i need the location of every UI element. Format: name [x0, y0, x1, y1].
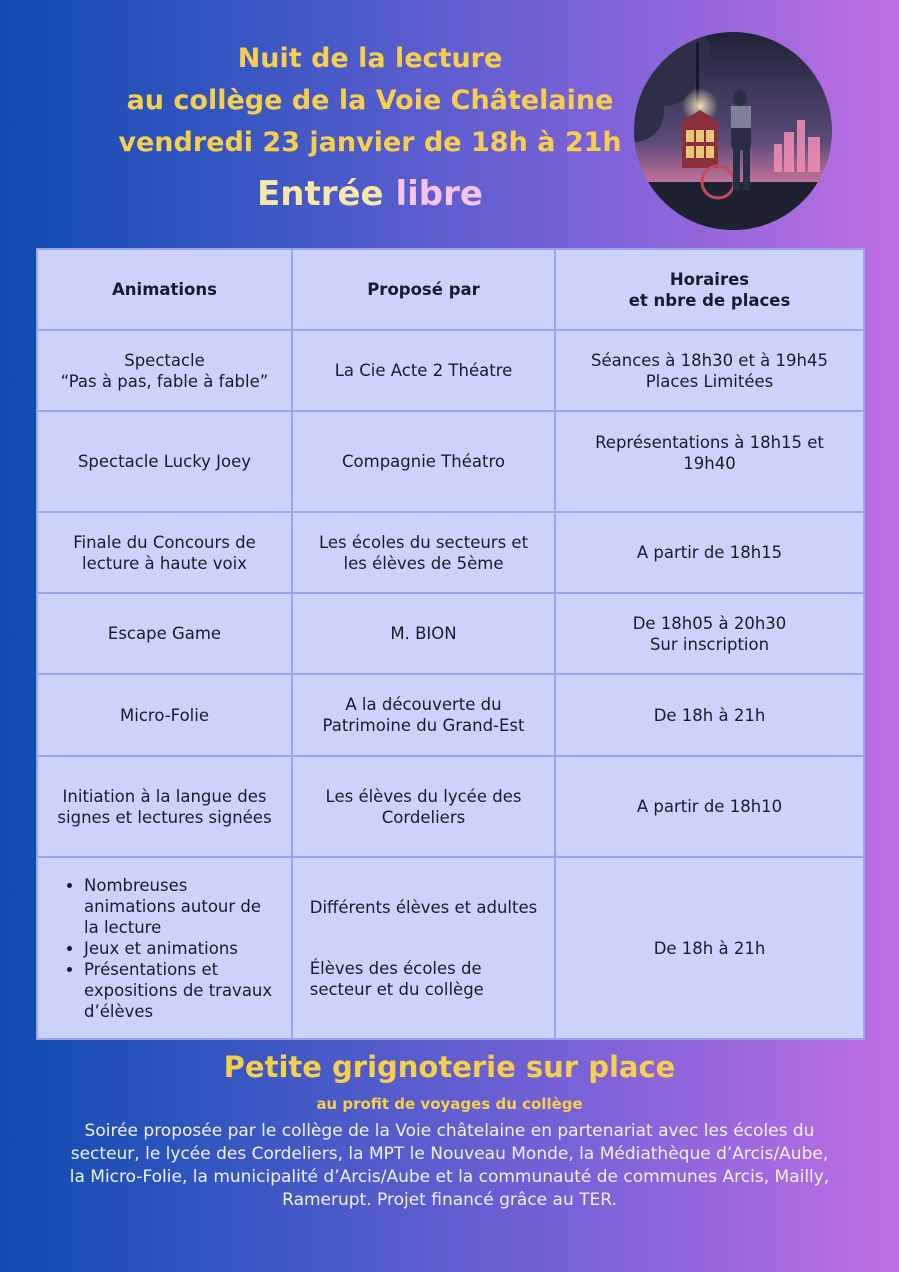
organizer-line: Élèves des écoles de — [309, 958, 482, 978]
table-row — [37, 857, 864, 1039]
organizer-cell: Compagnie Théatro — [292, 411, 555, 512]
description-line: Ramerupt. Projet financé grâce au TER. — [282, 1190, 617, 1210]
table-row — [37, 674, 864, 756]
event-header — [90, 38, 650, 222]
animation-cell: Spectacle “Pas à pas, fable à fable” — [37, 330, 292, 411]
free-entry-word2: libre — [395, 174, 483, 214]
list-item: • Jeux et animations — [84, 938, 279, 959]
snack-subtitle: au profit de voyages du collège — [316, 1095, 583, 1113]
schedule-cell: De 18h05 à 20h30 Sur inscription — [555, 593, 864, 674]
animation-cell: Escape Game — [37, 593, 292, 674]
col-header-animations: Animations — [37, 249, 292, 330]
animation-cell: Finale du Concours de lecture à haute voix — [37, 512, 292, 593]
animation-list-cell — [37, 857, 292, 1039]
table-header-row — [37, 249, 864, 330]
organizer-cell: A la découverte du Patrimoine du Grand-Est — [292, 674, 555, 756]
description-line: secteur, le lycée des Cordeliers, la MPT le Nouveau Monde, la Médiathèque d’Arcis/Aube, — [70, 1144, 829, 1164]
animation-bullet-list — [50, 875, 279, 1022]
list-item: • Nombreuses animations autour de la lecture — [84, 875, 279, 938]
organizer-line: secteur et du collège — [309, 979, 484, 999]
col-header-propose-par: Proposé par — [292, 249, 555, 330]
schedule-cell: Représentations à 18h15 et 19h40 — [555, 411, 864, 512]
organizer-line: Différents élèves et adultes — [309, 897, 538, 917]
table-row — [37, 593, 864, 674]
organizer-cell: Les écoles du secteurs et les élèves de 5ème — [292, 512, 555, 593]
schedule-cell: Séances à 18h30 et à 19h45 Places Limitées — [555, 330, 864, 411]
animation-cell: Micro-Folie — [37, 674, 292, 756]
table-row — [37, 512, 864, 593]
program-table — [36, 248, 865, 1040]
schedule-cell: De 18h à 21h — [555, 674, 864, 756]
schedule-cell: A partir de 18h10 — [555, 756, 864, 857]
organizer-cell: M. BION — [292, 593, 555, 674]
free-entry-label — [90, 166, 650, 222]
description-line: la Micro-Folie, la municipalité d’Arcis/Aube et la communauté de communes Arcis, Mailly, — [69, 1167, 830, 1187]
schedule-cell: A partir de 18h15 — [555, 512, 864, 593]
table-row — [37, 756, 864, 857]
event-title: Nuit de la lecture — [237, 43, 503, 74]
footer — [20, 1044, 879, 1212]
organizer-cell: La Cie Acte 2 Théatre — [292, 330, 555, 411]
event-venue: au collège de la Voie Châtelaine — [126, 85, 614, 116]
list-item: • Présentations et expositions de travaux d’élèves — [84, 959, 279, 1022]
organizer-cell: Les élèves du lycée des Cordeliers — [292, 756, 555, 857]
description-line: Soirée proposée par le collège de la Voie châtelaine en partenariat avec les écoles du — [84, 1121, 815, 1141]
table-row — [37, 411, 864, 512]
animation-cell: Spectacle Lucky Joey — [37, 411, 292, 512]
night-reading-illustration — [634, 32, 832, 230]
event-date: vendredi 23 janvier de 18h à 21h — [118, 127, 622, 158]
schedule-cell: De 18h à 21h — [555, 857, 864, 1039]
free-entry-word1: Entrée — [257, 174, 384, 214]
table-row — [37, 330, 864, 411]
snack-title: Petite grignoterie sur place — [223, 1050, 676, 1084]
col-header-horaires: Horaires et nbre de places — [555, 249, 864, 330]
animation-cell: Initiation à la langue des signes et lectures signées — [37, 756, 292, 857]
partners-description — [20, 1120, 879, 1212]
organizer-cell — [292, 857, 555, 1039]
